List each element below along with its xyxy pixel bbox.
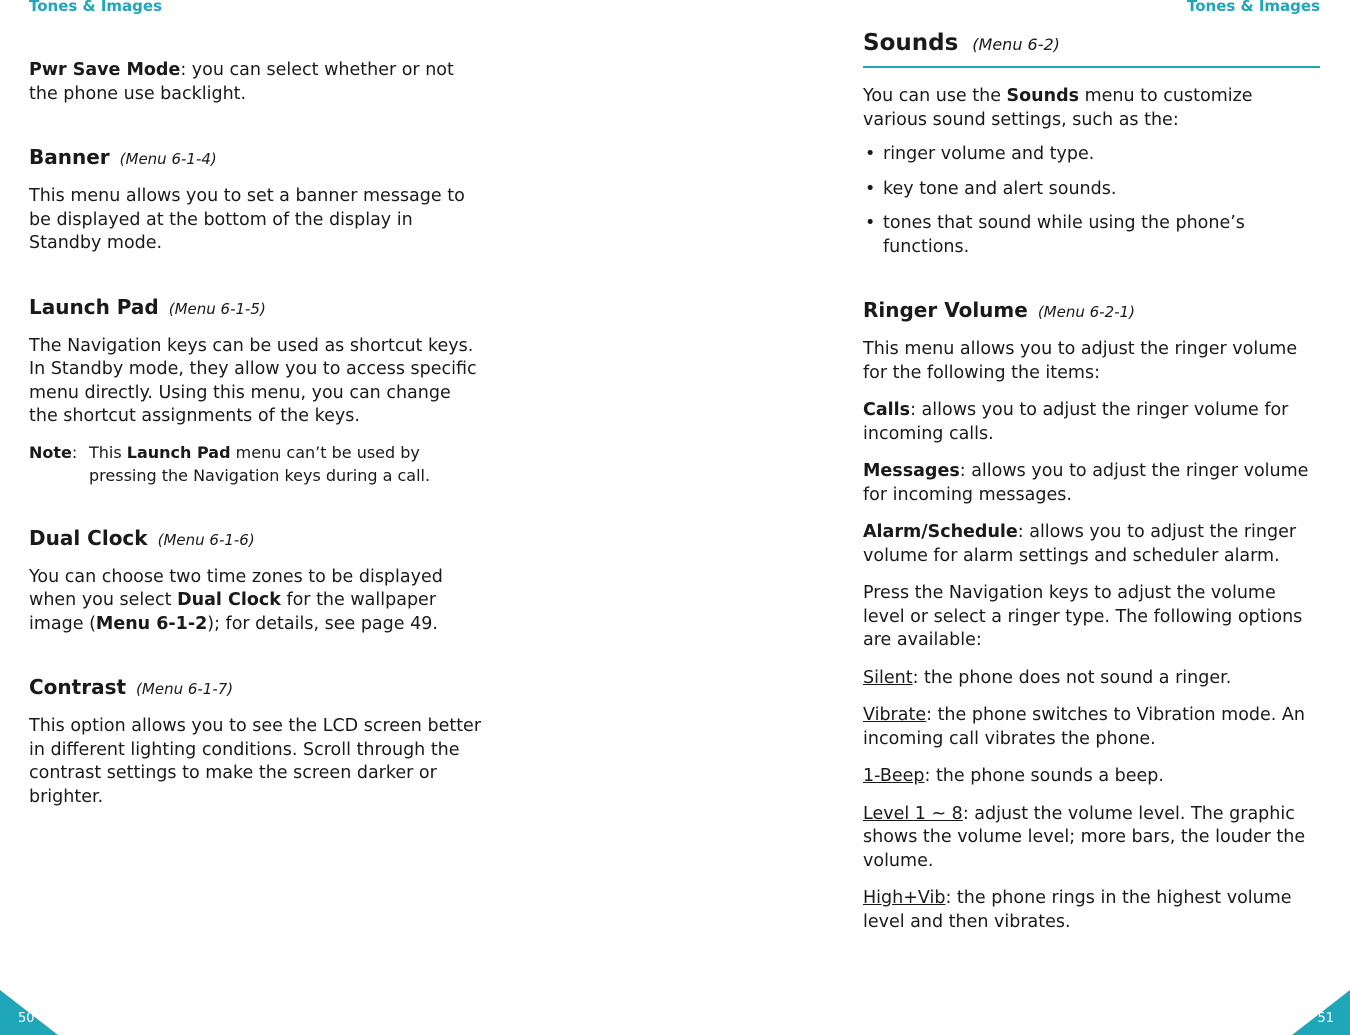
ringer-volume-menu-ref: (Menu 6-2-1)	[1037, 303, 1135, 321]
right-column	[863, 28, 1320, 934]
vibrate-option: Vibrate: the phone switches to Vibration mode. An incoming call vibrates the phone.	[863, 705, 1305, 749]
contrast-menu-ref: (Menu 6-1-7)	[136, 680, 234, 698]
ringer-volume-heading: Ringer Volume (Menu 6-2-1)	[863, 298, 1135, 322]
left-column	[29, 59, 484, 809]
note-label: Note	[29, 442, 72, 462]
contrast-body: This option allows you to see the LCD screen better in different lighting conditions. Scroll through the contrast settings to make the screen darker or brighter.	[29, 716, 482, 807]
launch-pad-menu-ref: (Menu 6-1-5)	[168, 299, 266, 318]
beep-option: 1-Beep: the phone sounds a beep.	[863, 766, 1164, 786]
running-head-left: Tones & Images	[29, 0, 163, 15]
right-page	[675, 0, 1350, 1035]
list-item: • key tone and alert sounds.	[865, 178, 1117, 199]
high-vib-option: High+Vib: the phone rings in the highest volume level and then vibrates.	[863, 888, 1292, 932]
banner-menu-ref: (Menu 6-1-4)	[119, 150, 217, 168]
dual-clock-body: You can choose two time zones to be displayed when you select Dual Clock for the wallpaper image (Menu 6-1-2); for details, see page 49.	[29, 566, 443, 634]
sounds-menu-ref: (Menu 6-2)	[972, 35, 1060, 54]
pwr-save-paragraph: Pwr Save Mode: you can select whether or not the phone use backlight.	[29, 60, 454, 104]
page-number-right: 51	[1317, 1011, 1334, 1026]
list-item: • tones that sound while using the phone’s functions.	[865, 213, 1245, 257]
alarm-schedule-item: Alarm/Schedule: allows you to adjust the ringer volume for alarm settings and scheduler alarm.	[863, 522, 1297, 566]
banner-body: This menu allows you to set a banner message to be displayed at the bottom of the display in Standby mode.	[29, 186, 465, 253]
launch-pad-heading: Launch Pad (Menu 6-1-5)	[29, 294, 266, 319]
silent-option: Silent: the phone does not sound a ringer.	[863, 667, 1232, 688]
contrast-heading: Contrast (Menu 6-1-7)	[29, 675, 234, 699]
sounds-heading: Sounds (Menu 6-2)	[863, 30, 1060, 56]
list-item: • ringer volume and type.	[865, 144, 1095, 164]
dual-clock-heading: Dual Clock (Menu 6-1-6)	[29, 525, 255, 550]
page-number-left: 50	[18, 1011, 35, 1026]
calls-item: Calls: allows you to adjust the ringer volume for incoming calls.	[863, 400, 1289, 444]
banner-heading: Banner (Menu 6-1-4)	[29, 145, 217, 169]
launch-pad-body: The Navigation keys can be used as shortcut keys. In Standby mode, they allow you to access specific menu directly. Using this menu, you can change the shortcut assignments of the keys.	[29, 335, 477, 426]
sounds-intro: You can use the Sounds menu to customize various sound settings, such as the:	[863, 86, 1253, 130]
launch-pad-note: Note: This Launch Pad menu can’t be used by pressing the Navigation keys during a call.	[29, 442, 431, 485]
dual-clock-menu-ref: (Menu 6-1-6)	[157, 530, 255, 549]
navigation-instructions: Press the Navigation keys to adjust the volume level or select a ringer type. The following options are available:	[863, 583, 1303, 650]
sounds-bullet-list	[863, 143, 1320, 259]
running-head-right: Tones & Images	[1186, 0, 1320, 15]
section-rule	[863, 66, 1320, 68]
messages-item: Messages: allows you to adjust the ringer volume for incoming messages.	[863, 461, 1309, 505]
ringer-volume-intro: This menu allows you to adjust the ringer volume for the following the items:	[863, 339, 1298, 383]
level-option: Level 1 ~ 8: adjust the volume level. The graphic shows the volume level; more bars, the louder the volume.	[863, 803, 1306, 871]
